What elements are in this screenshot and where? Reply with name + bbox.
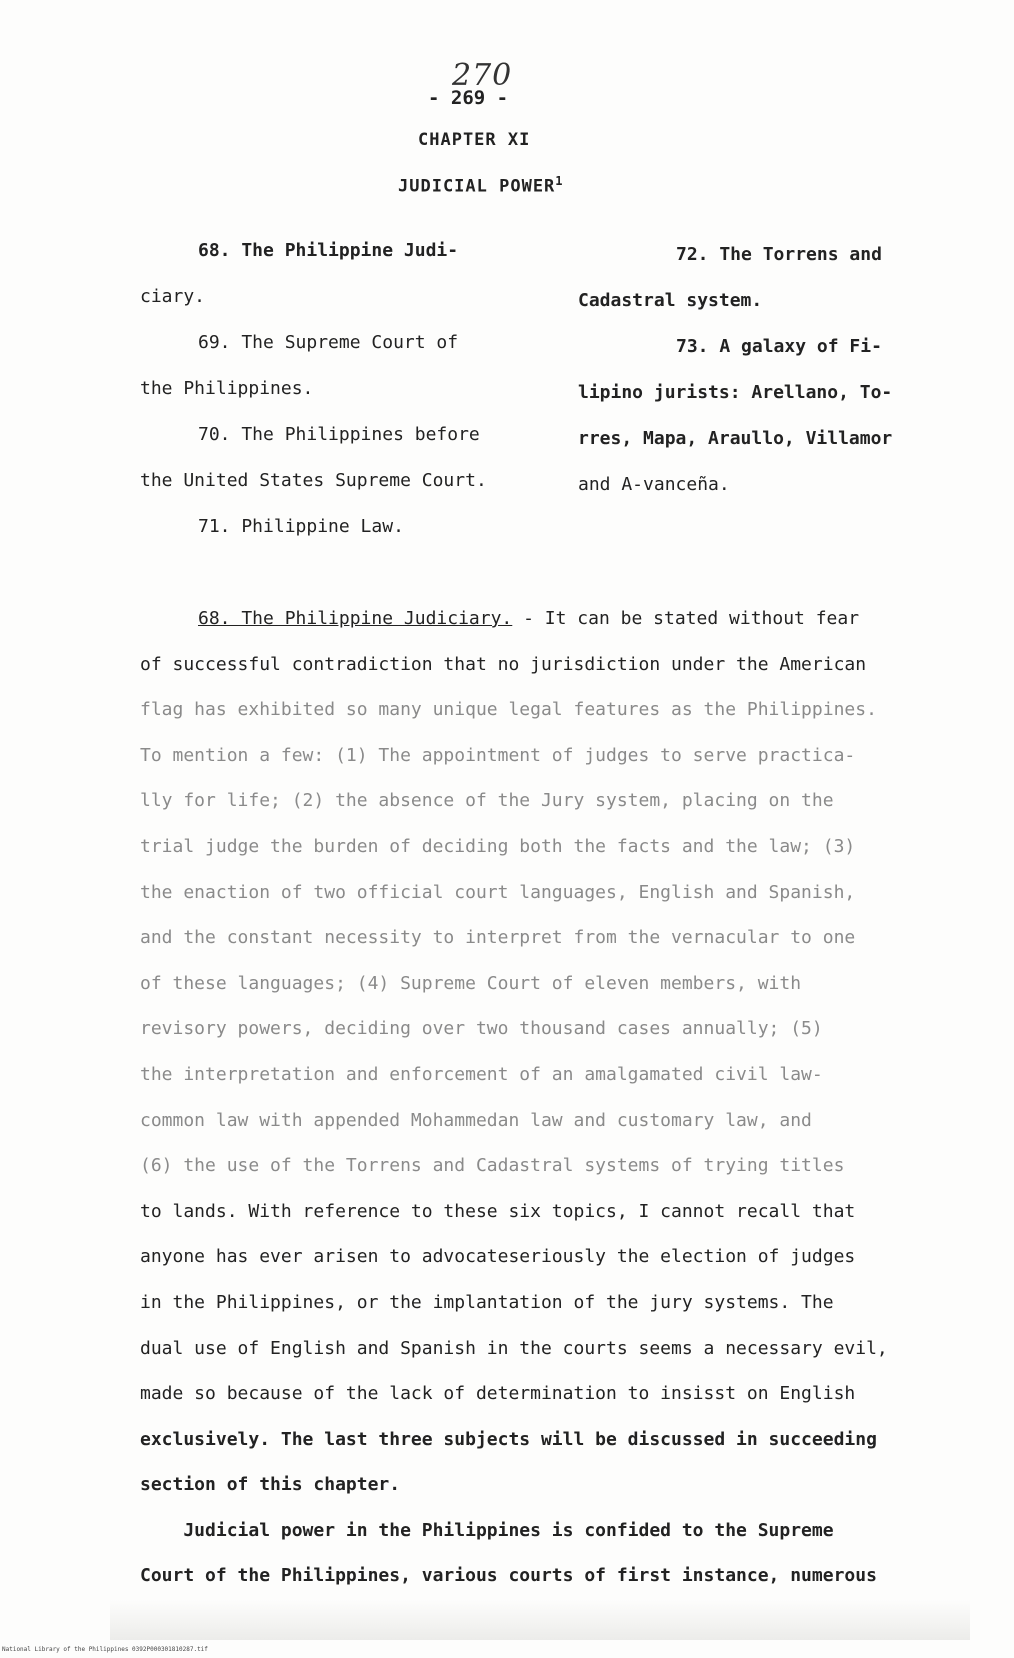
body-line: to lands. With reference to these six topics, I cannot recall that	[140, 1200, 856, 1222]
body-line: of these languages; (4) Supreme Court of eleven members, with	[140, 972, 802, 994]
toc-entry-line: 71. Philippine Law.	[198, 516, 404, 537]
toc-entry-line: 73. A galaxy of Fi-	[676, 336, 882, 357]
section-heading: 68. The Philippine Judiciary.	[198, 608, 513, 629]
scan-smudge	[110, 1600, 970, 1640]
body-line: To mention a few: (1) The appointment of judges to serve practica-	[140, 744, 856, 766]
body-line: section of this chapter.	[140, 1474, 401, 1496]
toc-entry-line: Cadastral system.	[578, 290, 763, 311]
body-text	[140, 596, 940, 1599]
body-line-text: - It can be stated without fear	[512, 608, 860, 629]
toc-entry-line: 68. The Philippine Judi-	[198, 240, 459, 261]
toc-entry-73-cont	[578, 416, 958, 508]
footnote-mark: 1	[555, 174, 564, 188]
chapter-title-text: JUDICIAL POWER	[398, 176, 556, 197]
toc-left-column	[140, 228, 540, 550]
toc-entry-72	[578, 232, 958, 324]
body-line: dual use of English and Spanish in the courts seems a necessary evil,	[140, 1337, 888, 1359]
body-line: anyone has ever arisen to advocateseriously the election of judges	[140, 1246, 856, 1268]
toc-entry-line: the Philippines.	[140, 378, 314, 399]
body-line: the interpretation and enforcement of an amalgamated civil law-	[140, 1063, 823, 1085]
body-line: the enaction of two official court languages, English and Spanish,	[140, 881, 856, 903]
toc-entry-line: lipino jurists: Arellano, To-	[578, 382, 893, 403]
toc-entry-line: rres, Mapa, Araullo, Villamor	[578, 428, 893, 449]
body-line: Court of the Philippines, various courts of first instance, numerous	[140, 1565, 877, 1587]
toc-entry-73	[578, 324, 958, 416]
toc-entry-line: ciary.	[140, 286, 206, 307]
toc-entry-71	[140, 504, 540, 550]
toc-entry-69	[140, 320, 540, 412]
body-line: Judicial power in the Philippines is confided to the Supreme	[140, 1519, 834, 1541]
toc-entry-line: the United States Supreme Court.	[140, 470, 487, 491]
toc-entry-68	[140, 228, 540, 320]
toc-entry-line: 70. The Philippines before	[198, 424, 480, 445]
body-line: lly for life; (2) the absence of the Jury system, placing on the	[140, 790, 834, 812]
body-line: flag has exhibited so many unique legal features as the Philippines.	[140, 699, 877, 721]
handwritten-page-number: 270	[452, 58, 513, 93]
toc-entry-line: 72. The Torrens and	[676, 244, 882, 265]
body-line: common law with appended Mohammedan law and customary law, and	[140, 1109, 812, 1131]
scan-footer: National Library of the Philippines 0392P000301810287.tif	[2, 1646, 208, 1653]
chapter-label: CHAPTER XI	[418, 130, 531, 150]
body-line: revisory powers, deciding over two thousand cases annually; (5)	[140, 1018, 823, 1040]
body-line: in the Philippines, or the implantation of the jury systems. The	[140, 1291, 834, 1313]
body-line: exclusively. The last three subjects will be discussed in succeeding	[140, 1428, 877, 1450]
body-line: of successful contradiction that no jurisdiction under the American	[140, 653, 867, 675]
body-line	[140, 596, 940, 642]
body-line: made so because of the lack of determination to insisst on English	[140, 1383, 856, 1405]
chapter-title	[398, 174, 564, 197]
page-number: - 269 -	[428, 87, 509, 109]
body-line: (6) the use of the Torrens and Cadastral systems of trying titles	[140, 1155, 845, 1177]
body-line: and the constant necessity to interpret from the vernacular to one	[140, 927, 856, 949]
toc-entry-70	[140, 412, 540, 504]
toc-right-column	[578, 232, 958, 508]
toc-entry-line: and A-vanceña.	[578, 474, 730, 495]
body-line: trial judge the burden of deciding both the facts and the law; (3)	[140, 835, 856, 857]
toc-entry-line: 69. The Supreme Court of	[198, 332, 459, 353]
